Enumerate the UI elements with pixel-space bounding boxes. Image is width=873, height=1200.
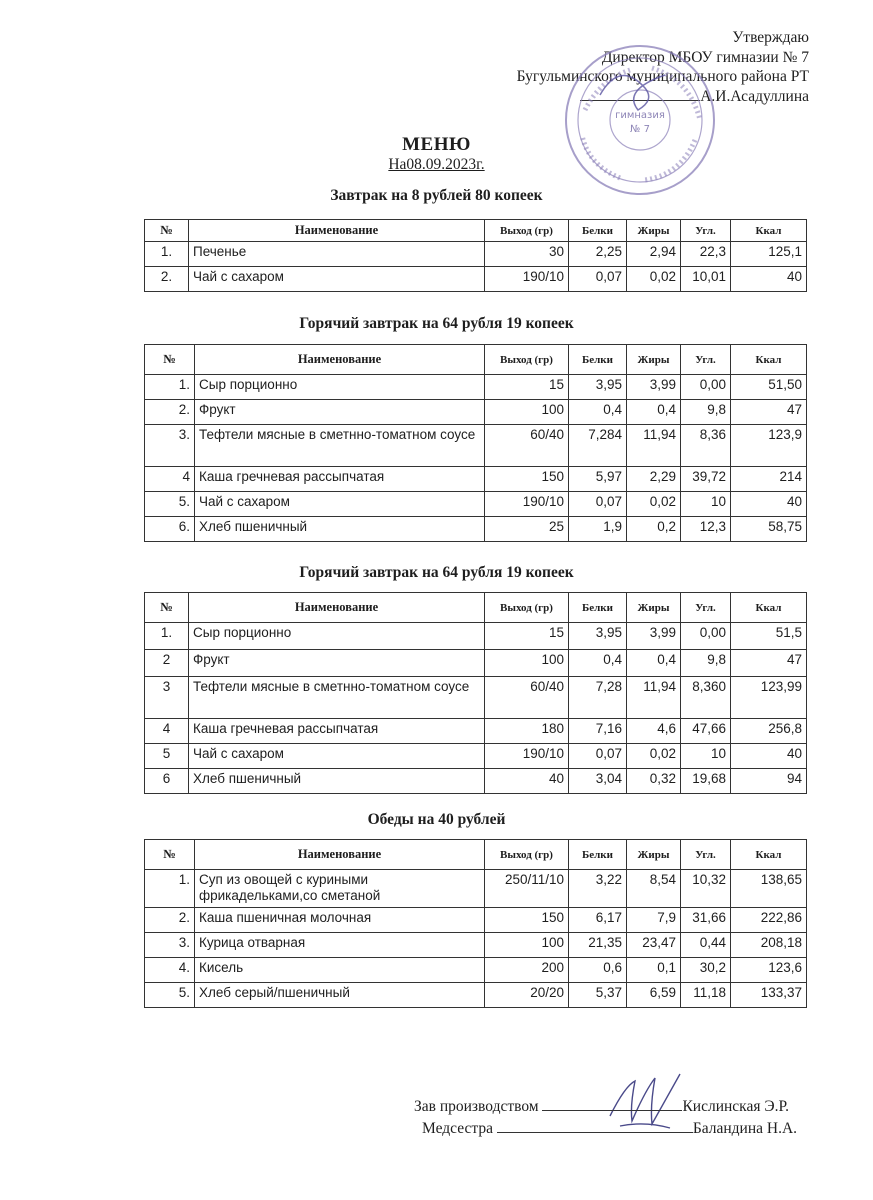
row-kcal: 123,6 [731, 958, 807, 983]
table-row [145, 242, 807, 267]
row-no: 2. [145, 267, 189, 292]
signature-row-production [414, 1096, 797, 1118]
col-header-yield: Выход (гр) [485, 345, 569, 375]
signature-line [497, 1132, 693, 1133]
row-fat: 11,94 [627, 677, 681, 719]
row-kcal: 51,50 [731, 375, 807, 400]
row-no: 5. [145, 983, 195, 1008]
row-no: 4. [145, 958, 195, 983]
row-kcal: 40 [731, 267, 807, 292]
col-header-kcal: Ккал [731, 840, 807, 870]
row-name: Чай с сахаром [195, 492, 485, 517]
row-fat: 6,59 [627, 983, 681, 1008]
row-protein: 0,4 [569, 400, 627, 425]
row-fat: 2,94 [627, 242, 681, 267]
table-row [145, 492, 807, 517]
row-fat: 8,54 [627, 870, 681, 908]
row-carbs: 0,44 [681, 933, 731, 958]
row-yield: 150 [485, 908, 569, 933]
col-header-carbs: Угл. [681, 840, 731, 870]
row-protein: 3,95 [569, 623, 627, 650]
row-carbs: 9,8 [681, 400, 731, 425]
signature-name: Баландина Н.А. [692, 1120, 798, 1137]
row-carbs: 10 [681, 744, 731, 769]
row-fat: 11,94 [627, 425, 681, 467]
row-kcal: 94 [731, 769, 807, 794]
row-kcal: 222,86 [731, 908, 807, 933]
row-yield: 180 [485, 719, 569, 744]
row-carbs: 31,66 [681, 908, 731, 933]
col-header-yield: Выход (гр) [485, 220, 569, 242]
row-carbs: 10 [681, 492, 731, 517]
row-carbs: 47,66 [681, 719, 731, 744]
menu-table-hot-breakfast-2 [144, 592, 807, 794]
table-row [145, 983, 807, 1008]
row-protein: 0,07 [569, 267, 627, 292]
row-fat: 23,47 [627, 933, 681, 958]
section-title-lunch: Обеды на 40 рублей [367, 811, 506, 828]
table-row [145, 677, 807, 719]
row-carbs: 8,360 [681, 677, 731, 719]
section-title-breakfast: Завтрак на 8 рублей 80 копеек [330, 187, 543, 204]
col-header-protein: Белки [569, 840, 627, 870]
page-title: МЕНЮ [402, 134, 471, 155]
col-header-kcal: Ккал [731, 345, 807, 375]
row-protein: 1,9 [569, 517, 627, 542]
row-protein: 7,284 [569, 425, 627, 467]
row-protein: 5,97 [569, 467, 627, 492]
row-no: 3 [145, 677, 189, 719]
approval-line-1: Утверждаю [732, 29, 809, 46]
col-header-fat: Жиры [627, 220, 681, 242]
row-no: 1. [145, 623, 189, 650]
row-protein: 3,22 [569, 870, 627, 908]
row-yield: 100 [485, 933, 569, 958]
row-no: 1. [145, 242, 189, 267]
table-row [145, 719, 807, 744]
signature-line [542, 1110, 682, 1111]
col-header-name: Наименование [189, 593, 485, 623]
row-yield: 190/10 [485, 492, 569, 517]
col-header-yield: Выход (гр) [485, 840, 569, 870]
row-kcal: 47 [731, 400, 807, 425]
col-header-carbs: Угл. [681, 593, 731, 623]
table-row [145, 467, 807, 492]
row-carbs: 30,2 [681, 958, 731, 983]
col-header-carbs: Угл. [681, 345, 731, 375]
col-header-no: № [145, 840, 195, 870]
col-header-kcal: Ккал [731, 220, 807, 242]
table-row [145, 908, 807, 933]
row-carbs: 22,3 [681, 242, 731, 267]
col-header-name: Наименование [189, 220, 485, 242]
table-row [145, 870, 807, 908]
col-header-fat: Жиры [627, 345, 681, 375]
row-yield: 190/10 [485, 744, 569, 769]
row-no: 5. [145, 492, 195, 517]
row-protein: 6,17 [569, 908, 627, 933]
row-protein: 0,07 [569, 744, 627, 769]
approval-line-3: Бугульминского муниципального района РТ [516, 68, 809, 85]
row-kcal: 47 [731, 650, 807, 677]
row-name: Сыр порционно [189, 623, 485, 650]
row-fat: 3,99 [627, 623, 681, 650]
row-name: Чай с сахаром [189, 744, 485, 769]
row-protein: 0,07 [569, 492, 627, 517]
section-title-hot-breakfast-1: Горячий завтрак на 64 рубля 19 копеек [299, 315, 574, 332]
row-name: Хлеб серый/пшеничный [195, 983, 485, 1008]
approval-name: А.И.Асадуллина [517, 87, 809, 107]
table-row [145, 400, 807, 425]
stamp-seal [560, 40, 720, 200]
row-fat: 4,6 [627, 719, 681, 744]
signature-name: Кислинская Э.Р. [682, 1098, 790, 1115]
row-protein: 21,35 [569, 933, 627, 958]
row-name: Тефтели мясные в сметнно-томатном соусе [189, 677, 485, 719]
row-name: Суп из овощей с куриными фрикадельками,со сметаной [195, 870, 485, 908]
row-carbs: 11,18 [681, 983, 731, 1008]
table-row [145, 933, 807, 958]
row-fat: 0,02 [627, 492, 681, 517]
row-yield: 150 [485, 467, 569, 492]
row-fat: 0,4 [627, 400, 681, 425]
row-kcal: 208,18 [731, 933, 807, 958]
table-row [145, 958, 807, 983]
col-header-name: Наименование [195, 840, 485, 870]
col-header-yield: Выход (гр) [485, 593, 569, 623]
row-fat: 2,29 [627, 467, 681, 492]
row-kcal: 40 [731, 492, 807, 517]
row-yield: 100 [485, 650, 569, 677]
row-name: Хлеб пшеничный [195, 517, 485, 542]
row-no: 3. [145, 933, 195, 958]
row-fat: 7,9 [627, 908, 681, 933]
row-kcal: 256,8 [731, 719, 807, 744]
row-kcal: 51,5 [731, 623, 807, 650]
row-name: Каша гречневая рассыпчатая [195, 467, 485, 492]
row-no: 3. [145, 425, 195, 467]
table-row [145, 769, 807, 794]
svg-text:№ 7: № 7 [630, 124, 650, 135]
section-title-hot-breakfast-2: Горячий завтрак на 64 рубля 19 копеек [299, 564, 574, 581]
row-yield: 25 [485, 517, 569, 542]
col-header-no: № [145, 593, 189, 623]
row-carbs: 9,8 [681, 650, 731, 677]
row-carbs: 12,3 [681, 517, 731, 542]
row-fat: 0,02 [627, 744, 681, 769]
col-header-name: Наименование [195, 345, 485, 375]
menu-table-hot-breakfast-1 [144, 344, 807, 542]
row-name: Фрукт [195, 400, 485, 425]
signature-role: Зав производством [414, 1098, 539, 1115]
row-protein: 3,95 [569, 375, 627, 400]
row-yield: 190/10 [485, 267, 569, 292]
row-protein: 2,25 [569, 242, 627, 267]
row-name: Хлеб пшеничный [189, 769, 485, 794]
table-header-row [145, 220, 807, 242]
row-no: 2. [145, 908, 195, 933]
svg-text:гимназия: гимназия [615, 110, 665, 121]
col-header-protein: Белки [569, 345, 627, 375]
row-kcal: 123,99 [731, 677, 807, 719]
row-yield: 100 [485, 400, 569, 425]
row-carbs: 10,32 [681, 870, 731, 908]
row-name: Печенье [189, 242, 485, 267]
table-header-row [145, 593, 807, 623]
row-kcal: 133,37 [731, 983, 807, 1008]
col-header-fat: Жиры [627, 593, 681, 623]
row-yield: 30 [485, 242, 569, 267]
table-row [145, 744, 807, 769]
row-no: 6 [145, 769, 189, 794]
row-kcal: 125,1 [731, 242, 807, 267]
row-fat: 3,99 [627, 375, 681, 400]
row-no: 4 [145, 719, 189, 744]
table-row [145, 375, 807, 400]
row-yield: 200 [485, 958, 569, 983]
row-yield: 250/11/10 [485, 870, 569, 908]
row-no: 6. [145, 517, 195, 542]
row-fat: 0,02 [627, 267, 681, 292]
row-protein: 0,6 [569, 958, 627, 983]
signatures-block [414, 1096, 797, 1140]
col-header-protein: Белки [569, 220, 627, 242]
row-no: 5 [145, 744, 189, 769]
row-carbs: 39,72 [681, 467, 731, 492]
row-name: Сыр порционно [195, 375, 485, 400]
row-protein: 0,4 [569, 650, 627, 677]
table-row [145, 623, 807, 650]
row-name: Кисель [195, 958, 485, 983]
signature-role: Медсестра [422, 1120, 493, 1137]
row-yield: 15 [485, 375, 569, 400]
signature-row-nurse [414, 1118, 797, 1140]
row-name: Чай с сахаром [189, 267, 485, 292]
row-protein: 7,16 [569, 719, 627, 744]
row-protein: 5,37 [569, 983, 627, 1008]
row-protein: 3,04 [569, 769, 627, 794]
row-no: 4 [145, 467, 195, 492]
row-fat: 0,32 [627, 769, 681, 794]
row-yield: 20/20 [485, 983, 569, 1008]
row-carbs: 0,00 [681, 623, 731, 650]
row-no: 1. [145, 375, 195, 400]
table-row [145, 267, 807, 292]
row-yield: 40 [485, 769, 569, 794]
col-header-fat: Жиры [627, 840, 681, 870]
menu-table-breakfast [144, 219, 807, 292]
row-yield: 60/40 [485, 425, 569, 467]
menu-table-lunch [144, 839, 807, 1008]
row-kcal: 123,9 [731, 425, 807, 467]
row-carbs: 10,01 [681, 267, 731, 292]
row-no: 1. [145, 870, 195, 908]
col-header-protein: Белки [569, 593, 627, 623]
table-row [145, 517, 807, 542]
menu-date: На08.09.2023г. [388, 156, 485, 173]
row-kcal: 138,65 [731, 870, 807, 908]
row-carbs: 0,00 [681, 375, 731, 400]
row-protein: 7,28 [569, 677, 627, 719]
row-name: Каша гречневая рассыпчатая [189, 719, 485, 744]
col-header-kcal: Ккал [731, 593, 807, 623]
row-no: 2 [145, 650, 189, 677]
row-name: Каша пшеничная молочная [195, 908, 485, 933]
row-fat: 0,2 [627, 517, 681, 542]
row-kcal: 58,75 [731, 517, 807, 542]
row-kcal: 214 [731, 467, 807, 492]
row-no: 2. [145, 400, 195, 425]
approval-line-2: Директор МБОУ гимназии № 7 [601, 48, 809, 66]
row-name: Курица отварная [195, 933, 485, 958]
col-header-no: № [145, 345, 195, 375]
col-header-carbs: Угл. [681, 220, 731, 242]
col-header-no: № [145, 220, 189, 242]
table-header-row [145, 345, 807, 375]
row-name: Тефтели мясные в сметнно-томатном соусе [195, 425, 485, 467]
row-carbs: 19,68 [681, 769, 731, 794]
table-row [145, 425, 807, 467]
table-header-row [145, 840, 807, 870]
row-yield: 15 [485, 623, 569, 650]
row-kcal: 40 [731, 744, 807, 769]
row-fat: 0,1 [627, 958, 681, 983]
row-fat: 0,4 [627, 650, 681, 677]
row-name: Фрукт [189, 650, 485, 677]
row-carbs: 8,36 [681, 425, 731, 467]
table-row [145, 650, 807, 677]
row-yield: 60/40 [485, 677, 569, 719]
